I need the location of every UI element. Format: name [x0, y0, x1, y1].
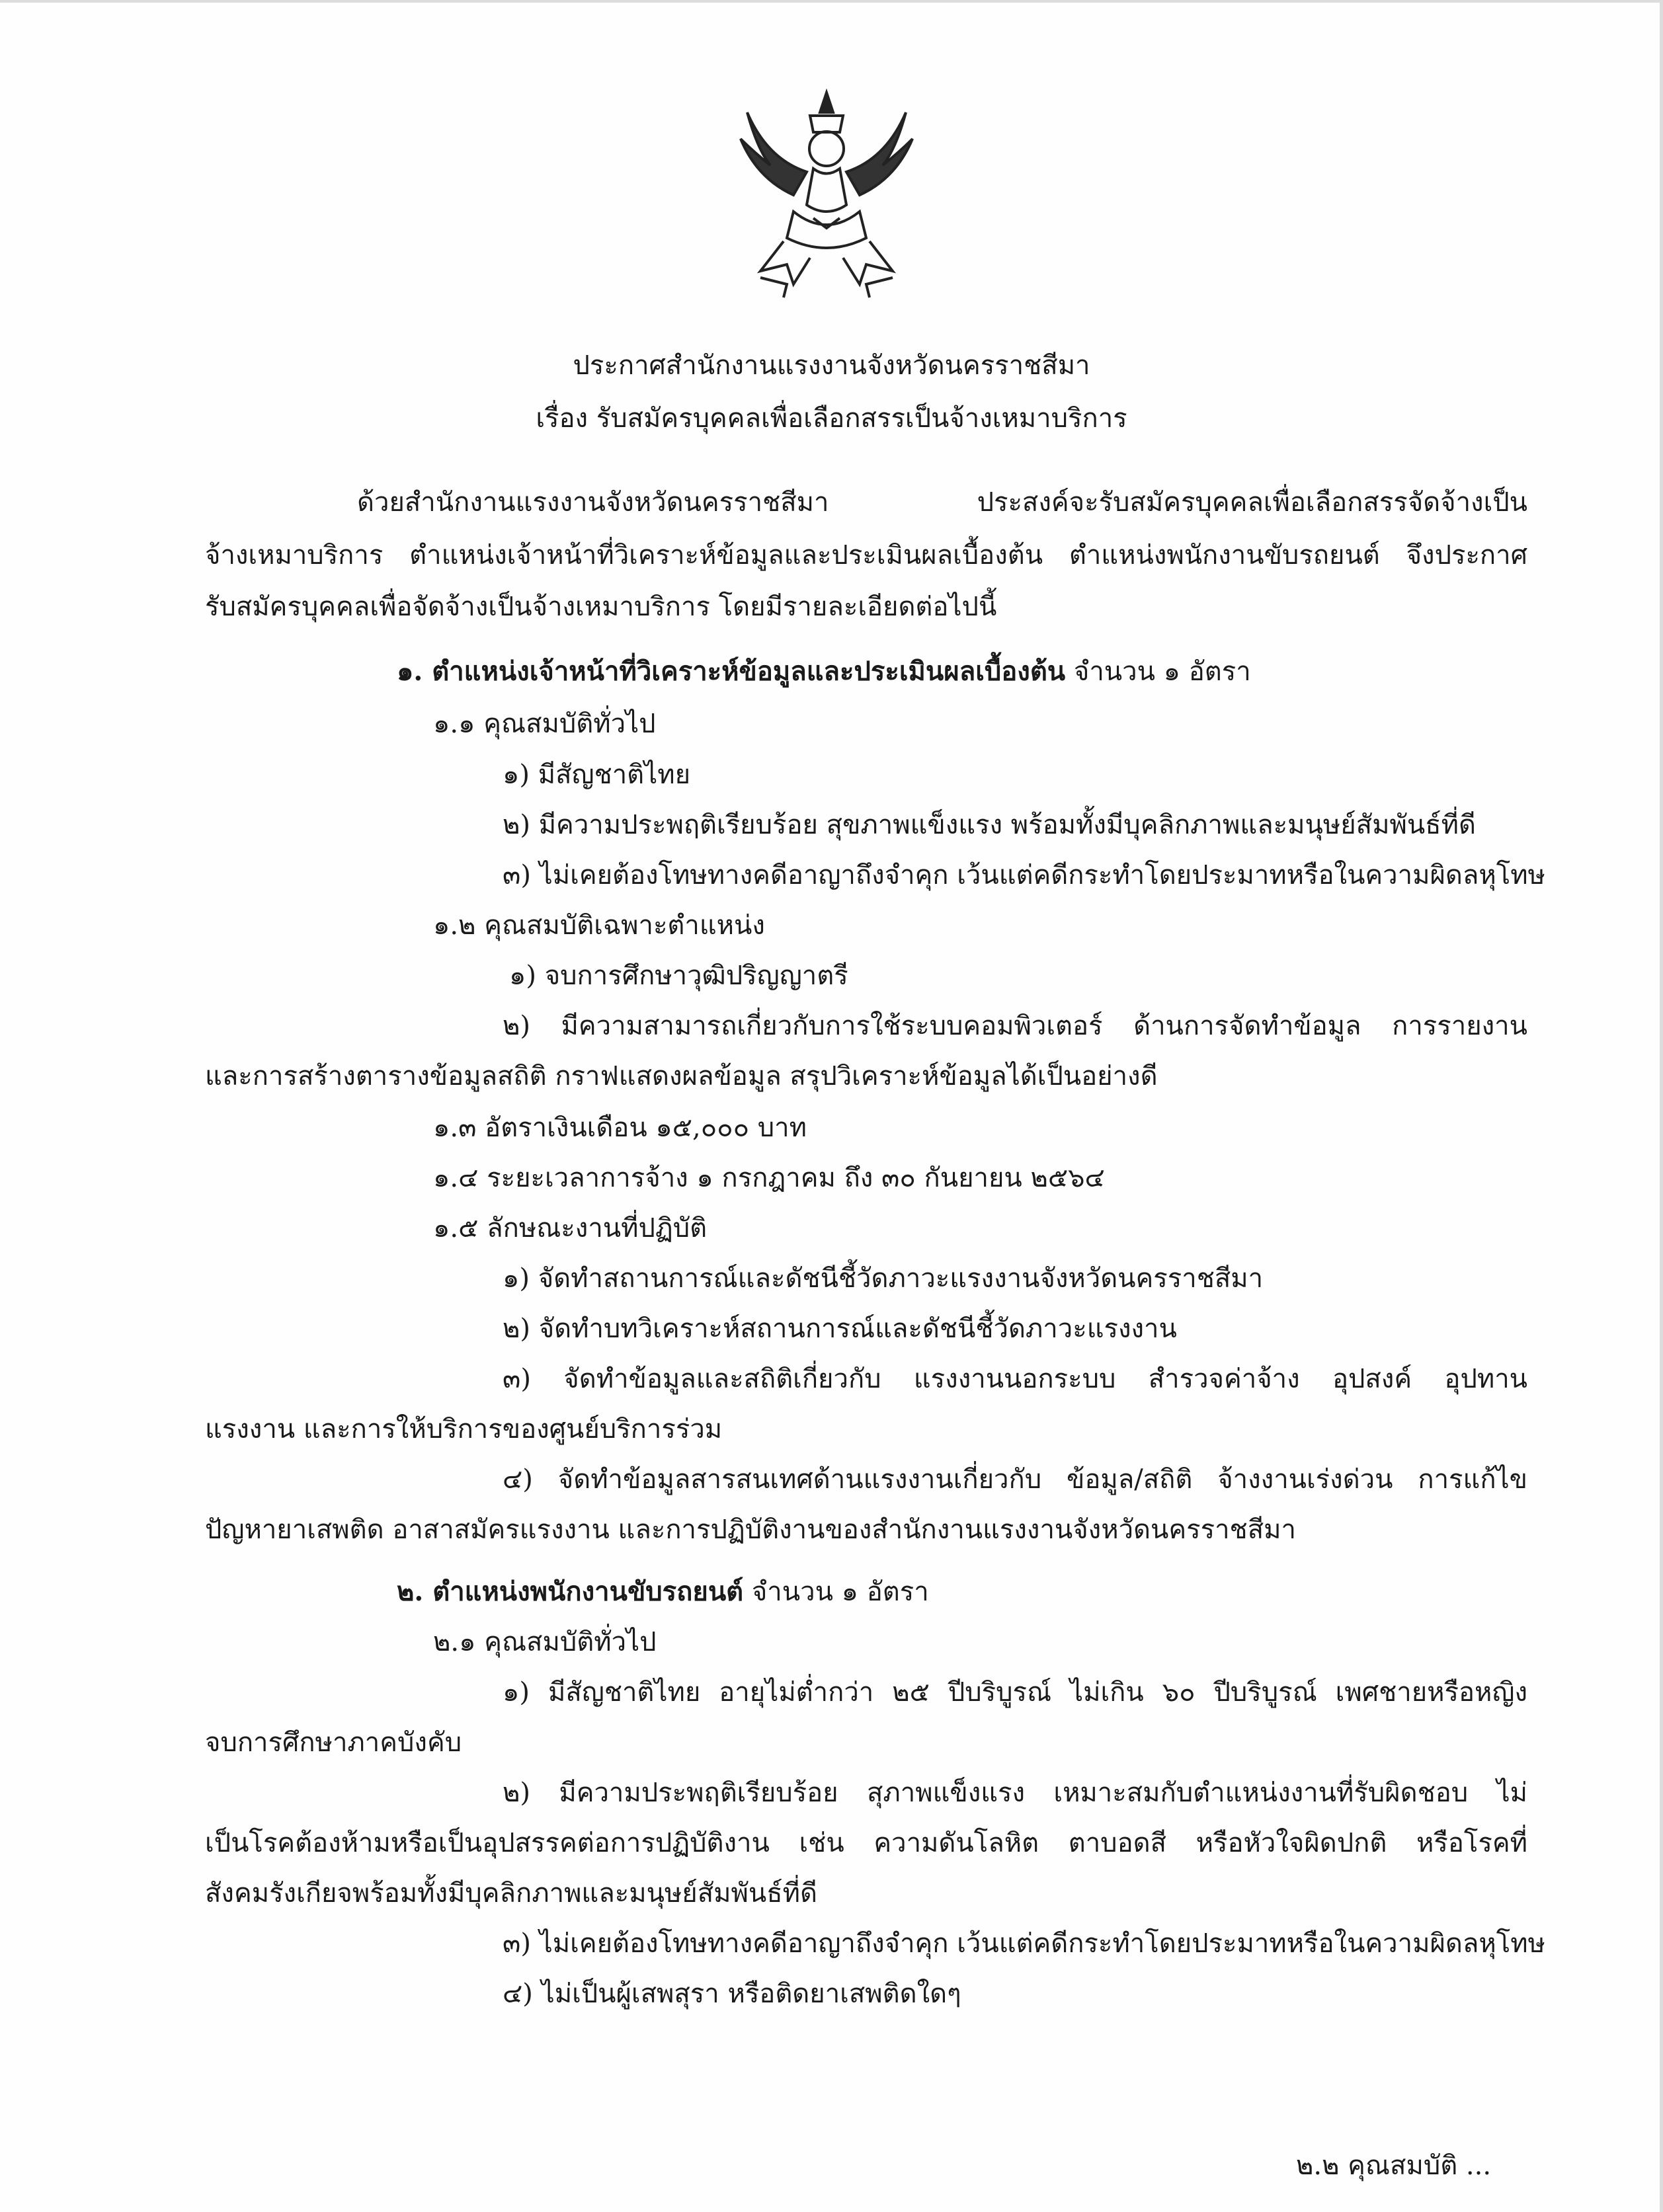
section2-1-item-2b: เป็นโรคต้องห้ามหรือเป็นอุปสรรคต่อการปฏิบัติงาน เช่น ความดันโลหิต ตาบอดสี หรือหัวใจผิดปกติ หรือโรคที่: [205, 1828, 1527, 1858]
section1-1-item-2: ๒) มีความประพฤติเรียบร้อย สุขภาพแข็งแรง พร้อมทั้งมีบุคลิกภาพและมนุษย์สัมพันธ์ที่ดี: [503, 810, 1476, 840]
section1-5-item-4a: ๔) จัดทำข้อมูลสารสนเทศด้านแรงงานเกี่ยวกับ ข้อมูล/สถิติ จ้างงานเร่งด่วน การแก้ไข: [503, 1464, 1527, 1495]
continuation-note: ๒.๒ คุณสมบัติ ...: [1296, 2151, 1492, 2181]
section1-4-period: ๑.๔ ระยะเวลาการจ้าง ๑ กรกฎาคม ถึง ๓๐ กันยายน ๒๕๖๔: [433, 1163, 1105, 1193]
scan-edge-right: [1660, 0, 1663, 2212]
section1-heading: [397, 658, 1251, 685]
section1-1-heading: ๑.๑ คุณสมบัติทั่วไป: [433, 709, 656, 739]
section2-1-item-2a: ๒) มีความประพฤติเรียบร้อย สุภาพแข็งแรง เหมาะสมกับตำแหน่งงานที่รับผิดชอบ ไม่: [503, 1778, 1527, 1808]
section2-1-item-1a: ๑) มีสัญชาติไทย อายุไม่ต่ำกว่า ๒๕ ปีบริบูรณ์ ไม่เกิน ๖๐ ปีบริบูรณ์ เพศชายหรือหญิง: [503, 1677, 1527, 1708]
section1-2-item-2a: ๒) มีความสามารถเกี่ยวกับการใช้ระบบคอมพิวเตอร์ ด้านการจัดทำข้อมูล การรายงาน: [503, 1011, 1527, 1041]
section2-heading-bold: ๒. ตำแหน่งพนักงานขับรถยนต์: [397, 1576, 744, 1607]
section1-1-item-3: ๓) ไม่เคยต้องโทษทางคดีอาญาถึงจำคุก เว้นแต่คดีกระทำโดยประมาทหรือในความผิดลหุโทษ: [503, 860, 1545, 890]
section2-heading-rest: จำนวน ๑ อัตรา: [751, 1577, 929, 1607]
section1-5-heading: ๑.๕ ลักษณะงานที่ปฏิบัติ: [433, 1213, 708, 1244]
section1-2-item-2b: และการสร้างตารางข้อมูลสถิติ กราฟแสดงผลข้อมูล สรุปวิเคราะห์ข้อมูลได้เป็นอย่างดี: [205, 1061, 1158, 1091]
section2-1-item-4: ๔) ไม่เป็นผู้เสพสุรา หรือติดยาเสพติดใดๆ: [503, 1979, 961, 2009]
garuda-emblem-icon: [721, 86, 932, 304]
section2-1-heading: ๒.๑ คุณสมบัติทั่วไป: [433, 1627, 657, 1657]
intro-line-3: รับสมัครบุคคลเพื่อจัดจ้างเป็นจ้างเหมาบริการ โดยมีรายละเอียดต่อไปนี้: [205, 592, 997, 622]
section2-1-item-3: ๓) ไม่เคยต้องโทษทางคดีอาญาถึงจำคุก เว้นแต่คดีกระทำโดยประมาทหรือในความผิดลหุโทษ: [503, 1928, 1545, 1959]
section2-1-item-2c: สังคมรังเกียจพร้อมทั้งมีบุคลิกภาพและมนุษย์สัมพันธ์ที่ดี: [205, 1878, 817, 1909]
section2-heading: [397, 1576, 929, 1607]
scan-edge-top: [0, 0, 1663, 3]
section1-5-item-2: ๒) จัดทำบทวิเคราะห์สถานการณ์และดัชนีชี้วัดภาวะแรงงาน: [503, 1314, 1177, 1344]
announcement-title: ประกาศสำนักงานแรงงานจังหวัดนครราชสีมา: [573, 350, 1090, 381]
section1-heading-bold: ๑. ตำแหน่งเจ้าหน้าที่วิเคราะห์ข้อมูลและประเมินผลเบื้องต้น: [397, 656, 1066, 687]
intro-line-1: ด้วยสำนักงานแรงงานจังหวัดนครราชสีมา ประสงค์จะรับสมัครบุคคลเพื่อเลือกสรรจัดจ้างเป็น: [357, 487, 1527, 518]
section2-1-item-1b: จบการศึกษาภาคบังคับ: [205, 1727, 462, 1758]
section1-3-salary: ๑.๓ อัตราเงินเดือน ๑๕,๐๐๐ บาท: [433, 1113, 807, 1143]
section1-5-item-3a: ๓) จัดทำข้อมูลและสถิติเกี่ยวกับ แรงงานนอกระบบ สำรวจค่าจ้าง อุปสงค์ อุปทาน: [503, 1364, 1527, 1394]
section1-2-heading: ๑.๒ คุณสมบัติเฉพาะตำแหน่ง: [433, 910, 765, 941]
announcement-subject: เรื่อง รับสมัครบุคคลเพื่อเลือกสรรเป็นจ้างเหมาบริการ: [536, 403, 1127, 434]
section1-2-item-1: ๑) จบการศึกษาวุฒิปริญญาตรี: [509, 961, 848, 991]
section1-1-item-1: ๑) มีสัญชาติไทย: [503, 760, 691, 790]
section1-5-item-1: ๑) จัดทำสถานการณ์และดัชนีชี้วัดภาวะแรงงานจังหวัดนครราชสีมา: [503, 1263, 1264, 1294]
section1-5-item-3b: แรงงาน และการให้บริการของศูนย์บริการร่วม: [205, 1414, 723, 1444]
intro-line-2: จ้างเหมาบริการ ตำแหน่งเจ้าหน้าที่วิเคราะห์ข้อมูลและประเมินผลเบื้องต้น ตำแหน่งพนักงานขับรถยนต์ จึงประกาศ: [205, 540, 1527, 571]
section1-heading-rest: จำนวน ๑ อัตรา: [1073, 656, 1251, 687]
section1-5-item-4b: ปัญหายาเสพติด อาสาสมัครแรงงาน และการปฏิบัติงานของสำนักงานแรงงานจังหวัดนครราชสีมา: [205, 1515, 1296, 1545]
